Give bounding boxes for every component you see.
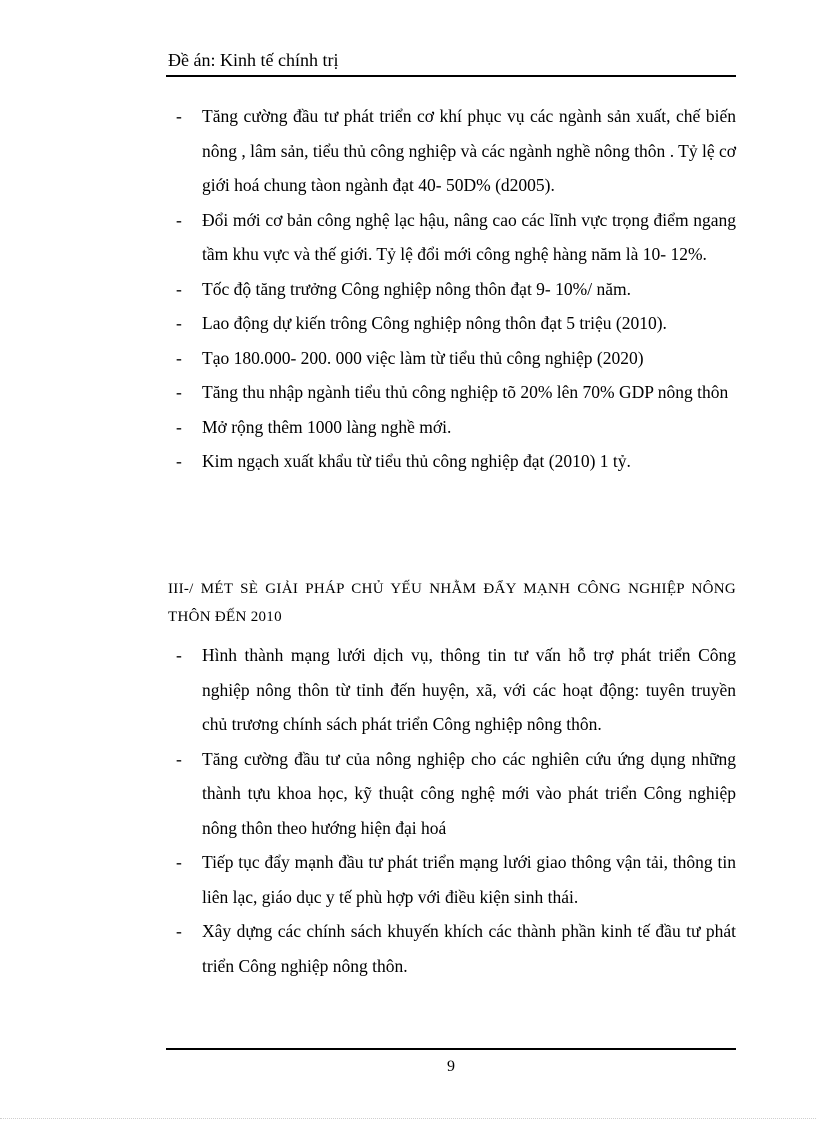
bullet-dash: - — [176, 278, 182, 299]
list-item-text: Tiếp tục đẩy mạnh đầu tư phát triển mạng lưới giao thông vận tải, thông tin liên lạc, giáo dục y tế phù hợp với điều kiện sinh thái. — [202, 852, 736, 907]
list-item — [168, 845, 736, 914]
list-item — [168, 203, 736, 272]
bullet-dash: - — [176, 209, 182, 230]
bullet-dash: - — [176, 921, 182, 941]
bullet-dash: - — [176, 852, 182, 872]
list-item-text: Đổi mới cơ bản công nghệ lạc hậu, nâng cao các lĩnh vực trọng điểm ngang tầm khu vực và thế giới. Tỷ lệ đổi mới công nghệ hàng năm là 10- 12%. — [202, 209, 736, 264]
list-item — [168, 914, 736, 983]
bullet-dash: - — [176, 645, 182, 665]
footer-rule — [166, 1048, 736, 1050]
list-item — [168, 272, 736, 307]
list-item — [168, 410, 736, 445]
bullet-dash: - — [176, 416, 182, 437]
list-item-text: Tốc độ tăng trưởng Công nghiệp nông thôn đạt 9- 10%/ năm. — [202, 278, 631, 299]
list-item — [168, 341, 736, 376]
list-item — [168, 306, 736, 341]
section-heading: III-/ MÉT SÈ GIẢI PHÁP CHỦ YẾU NHẰM ĐẨY MẠNH CÔNG NGHIỆP NÔNG THÔN ĐẾN 2010 — [168, 581, 736, 625]
list-item-text: Hình thành mạng lưới dịch vụ, thông tin tư vấn hỗ trợ phát triển Công nghiệp nông thôn từ tỉnh đến huyện, xã, với các hoạt động: tuyên truyền chủ trương chính sách phát triển Công nghiệp nông thôn. — [202, 645, 736, 734]
page-number: 9 — [447, 1058, 455, 1075]
list-item-text: Tạo 180.000- 200. 000 việc làm từ tiểu thủ công nghiệp (2020) — [202, 347, 644, 368]
header-title: Đề án: Kinh tế chính trị — [168, 50, 339, 70]
solutions-list — [168, 638, 736, 983]
bullet-dash: - — [176, 347, 182, 368]
list-item — [168, 444, 736, 479]
list-item-text: Tăng cường đầu tư của nông nghiệp cho các nghiên cứu ứng dụng những thành tựu khoa học, kỹ thuật công nghệ mới vào phát triển Công nghiệp nông thôn theo hướng hiện đại hoá — [202, 748, 736, 838]
bullet-dash: - — [176, 382, 182, 402]
list-item-text: Lao động dự kiến trông Công nghiệp nông thôn đạt 5 triệu (2010). — [202, 313, 667, 333]
list-item — [168, 638, 736, 742]
list-item-text: Mở rộng thêm 1000 làng nghề mới. — [202, 416, 452, 437]
bullet-dash: - — [176, 451, 182, 471]
header-rule — [166, 75, 736, 77]
list-item-text: Kim ngạch xuất khẩu từ tiểu thủ công nghiệp đạt (2010) 1 tỷ. — [202, 451, 631, 471]
list-item — [168, 742, 736, 846]
goals-list — [168, 99, 736, 479]
list-item-text: Xây dựng các chính sách khuyến khích các thành phần kinh tế đầu tư phát triển Công nghiệp nông thôn. — [202, 921, 736, 976]
list-item-text: Tăng cường đầu tư phát triển cơ khí phục vụ các ngành sản xuất, chế biến nông , lâm sản, tiểu thủ công nghiệp và các ngành nghề nông thôn . Tỷ lệ cơ giới hoá chung tàon ngành đạt 40- 50D% (d2005). — [202, 106, 736, 195]
bullet-dash: - — [176, 313, 182, 333]
page-bottom-divider — [0, 1118, 816, 1119]
bullet-dash: - — [176, 106, 182, 126]
list-item — [168, 99, 736, 203]
list-item — [168, 375, 736, 410]
bullet-dash: - — [176, 748, 182, 769]
list-item-text: Tăng thu nhập ngành tiểu thủ công nghiệp tõ 20% lên 70% GDP nông thôn — [202, 382, 729, 402]
